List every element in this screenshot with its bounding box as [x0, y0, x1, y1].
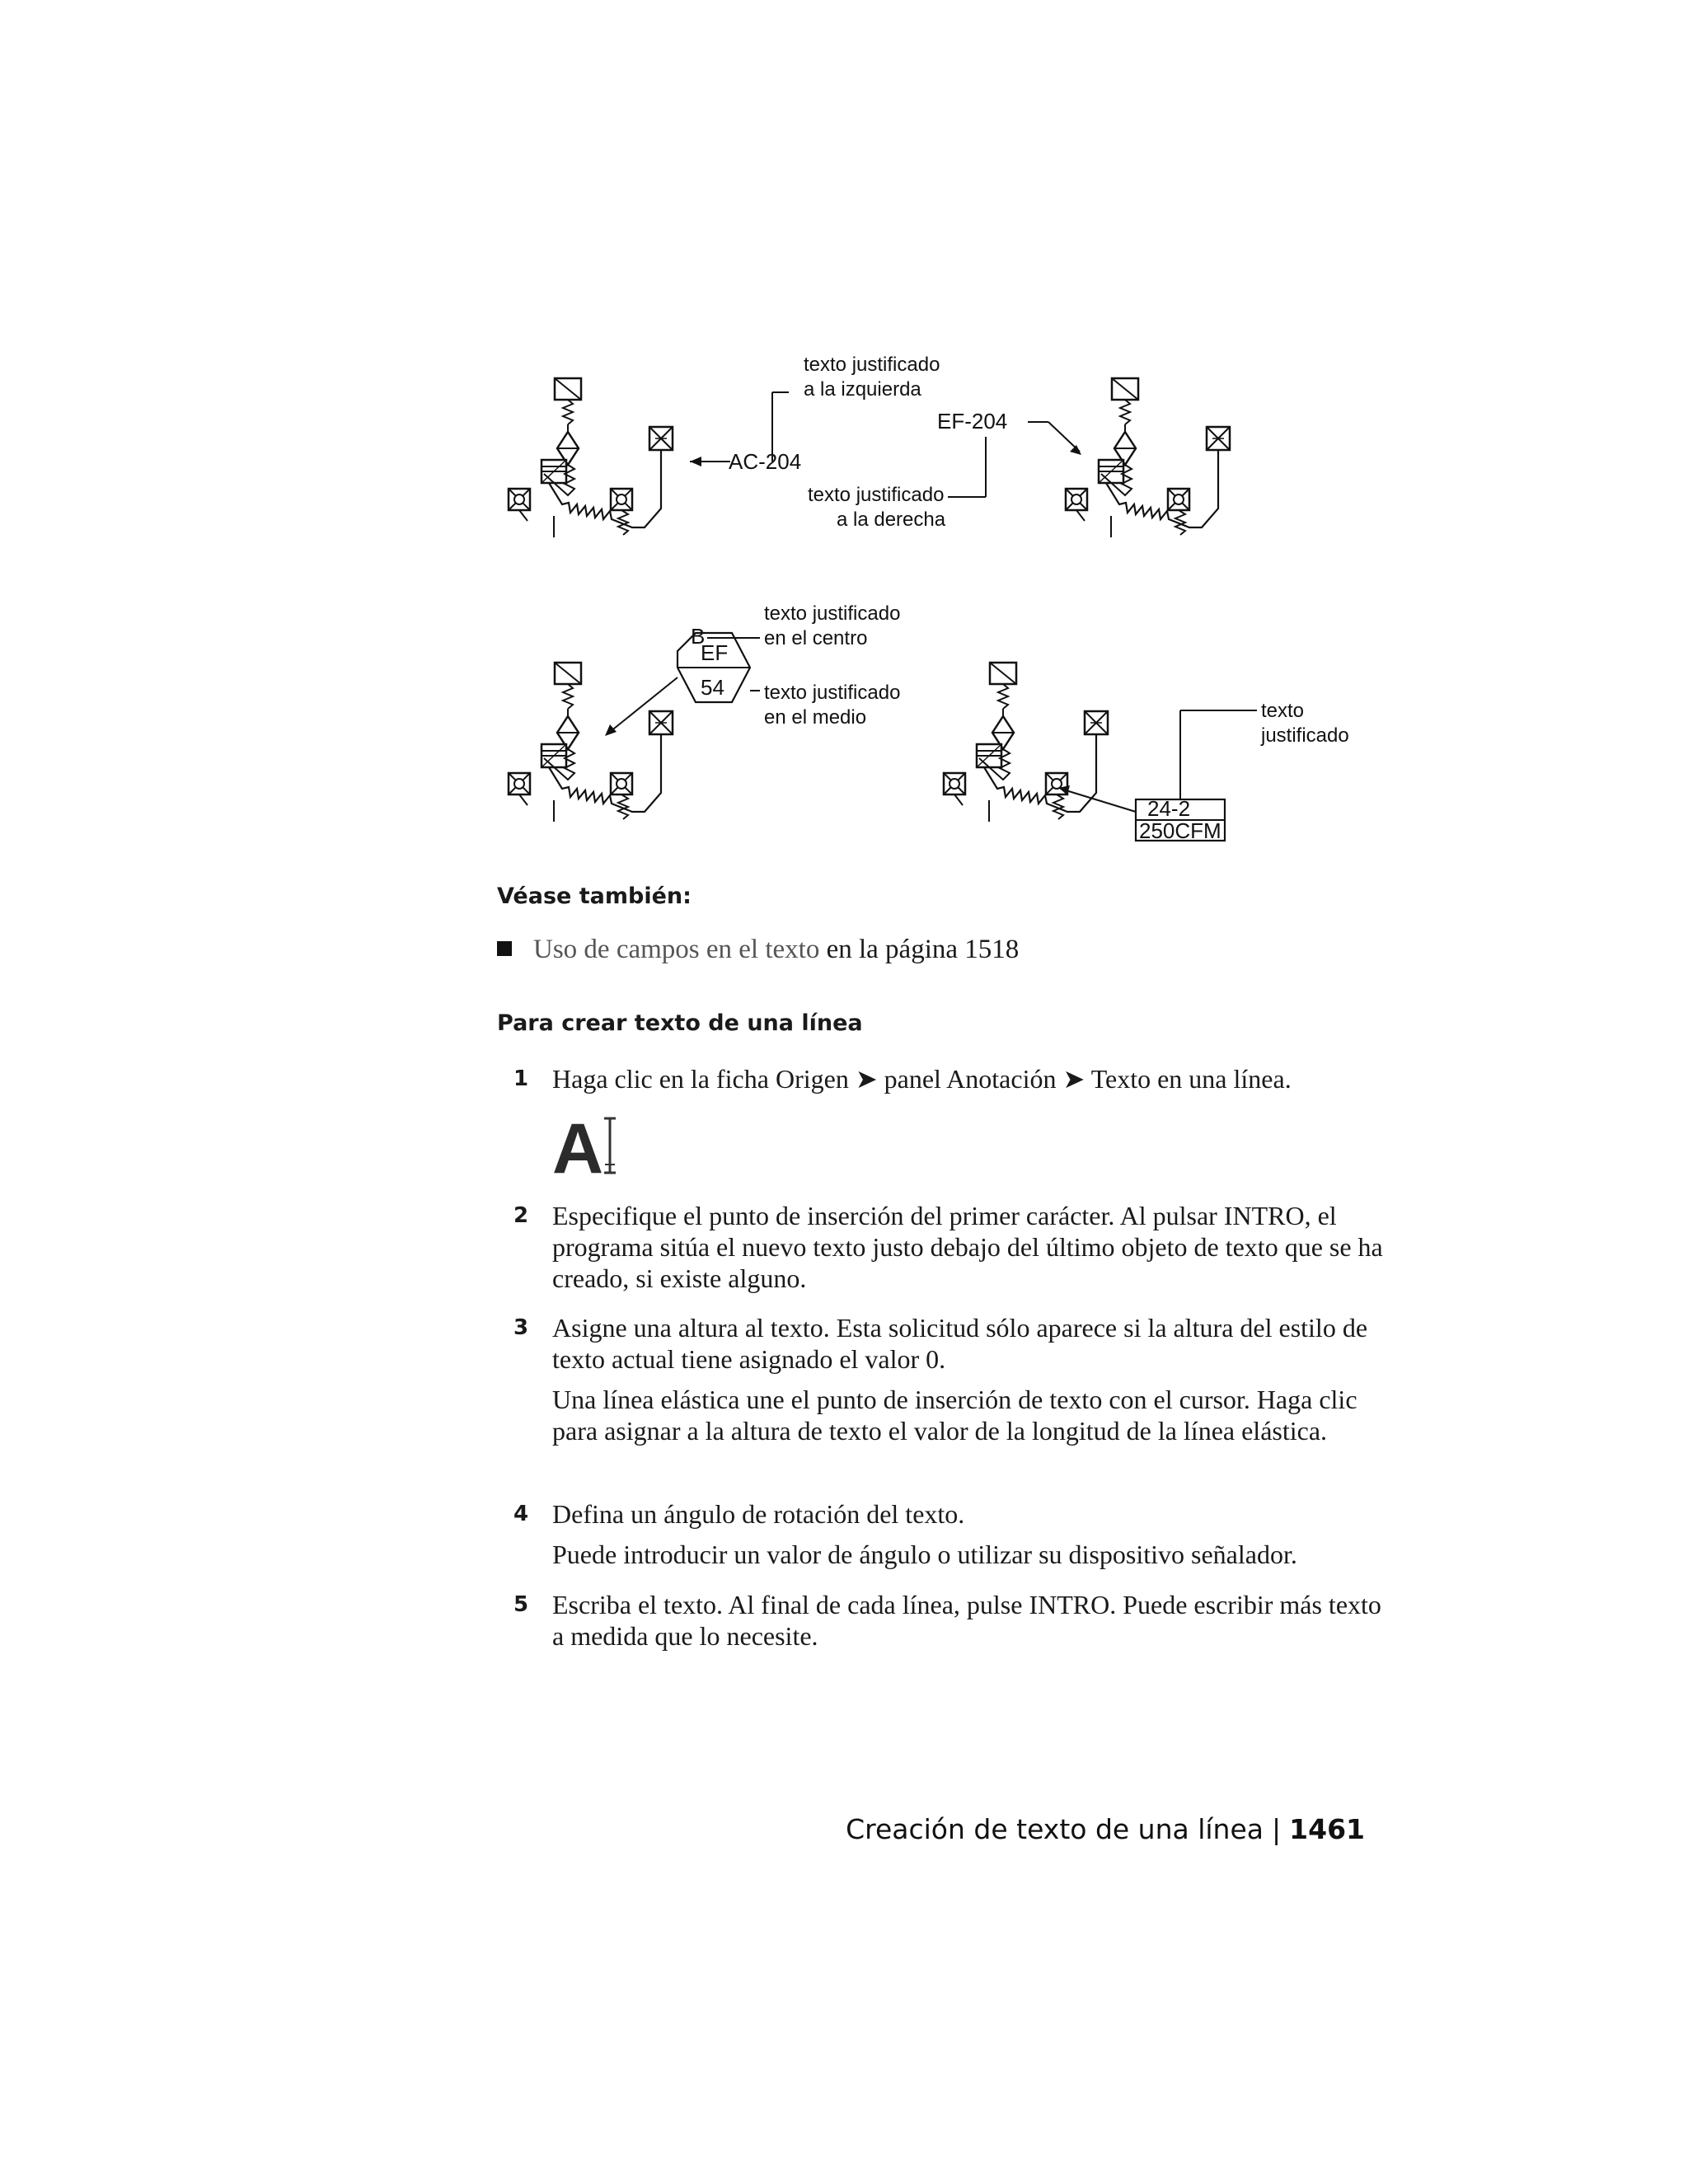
label-fit-1: texto: [1261, 700, 1305, 722]
step-5: [513, 1589, 1387, 1652]
label-fit-2: justificado: [1261, 724, 1349, 747]
code-box-bottom: 250CFM: [1139, 818, 1221, 843]
diagram-center-middle-justified: [509, 663, 673, 822]
see-also-page-ref: en la página 1518: [819, 935, 1020, 964]
diagram-left-justified: [509, 378, 673, 537]
code-b: B: [691, 624, 706, 649]
step-text: Escriba el texto. Al final de cada línea, pulse INTRO. Puede escribir más texto a medida que lo necesite.: [552, 1590, 1381, 1651]
step-4: [513, 1498, 1387, 1570]
footer-separator: |: [1272, 1813, 1282, 1845]
label-right-2: a la derecha: [837, 509, 946, 531]
step-text: Una línea elástica une el punto de inserción de texto con el cursor. Haga clic para asignar a la altura de texto el valor de la longitud de la línea elástica.: [552, 1385, 1357, 1446]
label-middle-1: texto justificado: [764, 682, 901, 704]
label-left-2: a la izquierda: [804, 378, 921, 401]
page-footer: [846, 1813, 1365, 1845]
label-right-1: texto justificado: [808, 484, 945, 506]
diagram-fit-justified: [944, 663, 1108, 822]
step-3: [513, 1312, 1387, 1446]
step-text: Puede introducir un valor de ángulo o utilizar su dispositivo señalador.: [552, 1540, 1297, 1569]
code-ef-bottom: 54: [701, 675, 724, 700]
step-number: 4: [513, 1502, 529, 1526]
step-number: 3: [513, 1315, 529, 1340]
bullet-icon: [497, 941, 512, 956]
code-ef-top: EF: [701, 640, 729, 665]
label-left-1: texto justificado: [804, 354, 940, 376]
single-line-text-icon[interactable]: [552, 1108, 626, 1183]
svg-text:A: A: [552, 1109, 604, 1183]
step-number: 5: [513, 1592, 529, 1617]
label-center-1: texto justificado: [764, 602, 901, 625]
step-number: 2: [513, 1203, 529, 1228]
step-text: Defina un ángulo de rotación del texto.: [552, 1499, 965, 1529]
footer-title: Creación de texto de una línea: [846, 1813, 1264, 1845]
text-justification-figure: [0, 0, 1688, 874]
step-text: Asigne una altura al texto. Esta solicitud sólo aparece si la altura del estilo de texto actual tiene asignado el valor 0.: [552, 1313, 1368, 1374]
step-1: [513, 1063, 1387, 1094]
diagram-right-justified: [1066, 378, 1230, 537]
procedure-heading: Para crear texto de una línea: [497, 1010, 863, 1036]
code-ac-204: AC-204: [729, 449, 802, 474]
step-text: Haga clic en la ficha Origen ➤ panel Anotación ➤ Texto en una línea.: [552, 1064, 1292, 1094]
code-box-top: 24-2: [1147, 796, 1191, 821]
see-also-link[interactable]: Uso de campos en el texto: [533, 935, 820, 964]
see-also-heading: Véase también:: [497, 883, 692, 909]
step-2: [513, 1200, 1387, 1294]
see-also-item: [497, 935, 1019, 965]
label-center-2: en el centro: [764, 627, 868, 649]
step-text: Especifique el punto de inserción del primer carácter. Al pulsar INTRO, el programa sitúa el nuevo texto justo debajo del último objeto de texto que se ha creado, si existe alguno.: [552, 1201, 1383, 1293]
step-number: 1: [513, 1066, 529, 1091]
label-middle-2: en el medio: [764, 706, 867, 729]
page-number: 1461: [1289, 1813, 1365, 1845]
code-ef-204: EF-204: [937, 409, 1008, 434]
